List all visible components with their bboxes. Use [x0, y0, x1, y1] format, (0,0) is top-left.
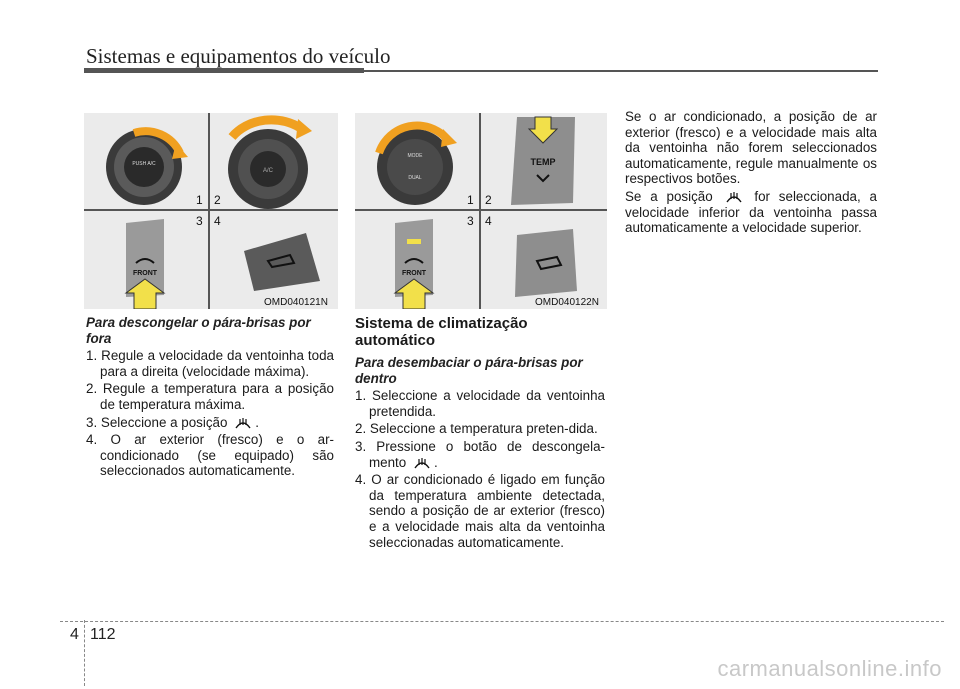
temp-switch-illustration [481, 113, 607, 209]
watermark: carmanualsonline.info [717, 656, 942, 681]
list-item [86, 415, 334, 431]
auto-front-defrost-button-illustration [355, 211, 479, 309]
list-item: 2. Regule a temperatura para a posição de temperatura máxima. [86, 381, 334, 412]
figure-defog-auto [355, 113, 607, 309]
figure1-panel-3 [84, 211, 208, 309]
figure2-panel-4 [481, 211, 607, 309]
figure1-callout-2: 2 [214, 193, 221, 207]
column-1 [86, 315, 334, 481]
knob-label-dual: DUAL [408, 175, 422, 181]
list-item-end: . [255, 414, 259, 430]
list-item: 1. Regule a velocidade da ventoinha toda para a direita (velocidade máxima). [86, 348, 334, 379]
figure1-callout-3: 3 [196, 214, 203, 228]
footer-rule [60, 621, 944, 622]
figure1-callout-1: 1 [196, 193, 203, 207]
chapter-number: 4 [70, 626, 79, 643]
header-bar [84, 68, 364, 73]
figure2-callout-4: 4 [485, 214, 492, 228]
front-defrost-button-illustration [84, 211, 208, 309]
list-item-text: 3. Pressione o botão de descongela-mento [355, 438, 605, 470]
auto-fan-knob-illustration [355, 113, 479, 209]
defrost-icon [725, 189, 743, 204]
figure1-panel-4 [210, 211, 338, 309]
defrost-icon [234, 415, 252, 430]
air-intake-button-illustration [210, 211, 338, 309]
subtitle-defrost-outside: Para descongelar o pára-brisas por fora [86, 315, 311, 346]
front-label-auto: FRONT [401, 270, 427, 277]
front-label: FRONT [132, 270, 158, 277]
paragraph-fan-speed [625, 189, 877, 236]
subtitle-defog-inside: Para desembaciar o pára-brisas por dentro [355, 355, 583, 386]
page-number: 112 [90, 626, 116, 643]
figure1-panel-2 [210, 113, 338, 209]
figure2-code: OMD040122N [535, 297, 599, 308]
list-item: 4. O ar condicionado é ligado em função da temperatura ambiente detectada, sendo a posição de ar exterior (fresco) e a velocidade mais alta da ventoinha seleccionadas automaticamente. [355, 472, 605, 550]
column-2 [355, 315, 605, 552]
header-rule [364, 70, 878, 72]
figure2-panel-3 [355, 211, 479, 309]
auto-air-intake-button-illustration [481, 211, 607, 309]
temp-knob-illustration [210, 113, 338, 209]
temp-label: TEMP [530, 157, 556, 167]
figure1-panel-1 [84, 113, 208, 209]
list-item [355, 439, 605, 470]
section-title: Sistemas e equipamentos do veículo [86, 44, 391, 68]
figure1-code: OMD040121N [264, 297, 328, 308]
figure2-panel-1 [355, 113, 479, 209]
knob-label-ac: A/C [262, 168, 274, 174]
figure2-callout-3: 3 [467, 214, 474, 228]
paragraph-text-end: for seleccionada, a velocidade inferior da ventoinha passa automaticamente a velocidade superior. [625, 188, 877, 236]
defrost-icon [413, 455, 431, 470]
figure1-callout-4: 4 [214, 214, 221, 228]
figure2-panel-2 [481, 113, 607, 209]
list-item: 1. Seleccione a velocidade da ventoinha pretendida. [355, 388, 605, 419]
figure-defrost-manual [84, 113, 338, 309]
figure2-callout-1: 1 [467, 193, 474, 207]
list-item: 2. Seleccione a temperatura preten-dida. [355, 421, 598, 437]
figure2-callout-2: 2 [485, 193, 492, 207]
paragraph-manual-adjust: Se o ar condicionado, a posição de ar exterior (fresco) e a velocidade mais alta da ventoinha não forem seleccionados automaticamente, regule manualmente os respectivos botões. [625, 109, 877, 187]
heading-auto-climate: Sistema de climatização automático [355, 315, 528, 349]
knob-label-push-ac: PUSH A/C [132, 161, 156, 167]
fan-knob-illustration [84, 113, 208, 209]
knob-label-mode: MODE [407, 153, 423, 159]
list-item: 4. O ar exterior (fresco) e o ar-condicionado (se equipado) são seleccionados automaticamente. [86, 432, 334, 479]
paragraph-text-start: Se a posição [625, 188, 713, 204]
list-item-text: 3. Seleccione a posição [86, 414, 228, 430]
column-3 [625, 109, 877, 238]
list-item-end: . [433, 454, 438, 470]
footer-divider [84, 620, 85, 686]
